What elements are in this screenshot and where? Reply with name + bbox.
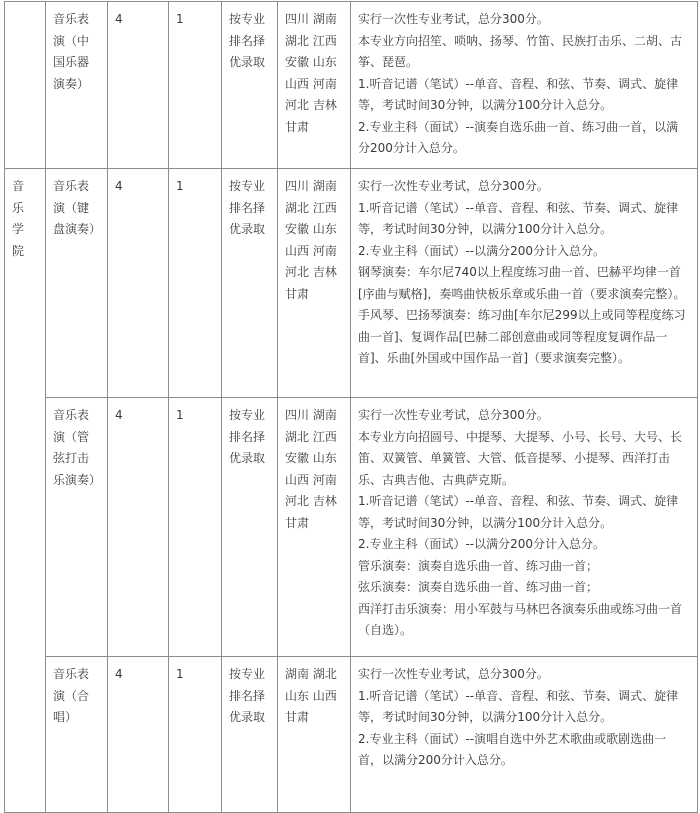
provinces-cell: 四川 湖南 湖北 江西 安徽 山东 山西 河南 河北 吉林 甘肃 — [278, 169, 351, 398]
requirement-line: 1.听音记谱（笔试）--单音、音程、和弦、节奏、调式、旋律等，考试时间30分钟，以满分100分计入总分。 — [358, 76, 679, 112]
table-row — [5, 398, 698, 657]
college-cell-empty — [5, 2, 46, 169]
admission-method-cell: 按专业排名择优录取 — [222, 657, 278, 813]
college-char: 乐 — [12, 200, 25, 215]
requirement-line: 西洋打击乐演奏：用小军鼓与马林巴各演奏乐曲或练习曲一首（自选）。 — [358, 601, 683, 637]
requirement-line: 实行一次性专业考试，总分300分。 — [358, 667, 549, 681]
years-cell: 4 — [108, 2, 169, 169]
requirement-line: 1.听音记谱（笔试）--单音、音程、和弦、节奏、调式、旋律等，考试时间30分钟，以满分100分计入总分。 — [358, 200, 679, 236]
requirement-line: 2.专业主科（面试）--以满分200分计入总分。 — [358, 243, 606, 258]
requirements-cell — [351, 2, 698, 169]
provinces-cell: 四川 湖南 湖北 江西 安徽 山东 山西 河南 河北 吉林 甘肃 — [278, 398, 351, 657]
requirement-line: 实行一次性专业考试，总分300分。 — [358, 12, 549, 26]
admission-method-cell: 按专业排名择优录取 — [222, 169, 278, 398]
requirements-cell — [351, 169, 698, 398]
requirement-line: 本专业方向招笙、唢呐、扬琴、竹笛、民族打击乐、二胡、古筝、琵琶。 — [358, 33, 683, 69]
requirement-line: 本专业方向招圆号、中提琴、大提琴、小号、长号、大号、长笛、双簧管、单簧管、大管、低音提琴、小提琴、西洋打击乐、古典吉他、古典萨克斯。 — [358, 429, 683, 487]
admissions-table — [4, 1, 698, 813]
requirement-line: 钢琴演奏：车尔尼740以上程度练习曲一首、巴赫平均律一首[序曲与赋格]，奏鸣曲快板乐章或乐曲一首（要求演奏完整）。 — [358, 265, 686, 301]
major-cell: 音乐表演（管弦打击乐演奏） — [46, 398, 108, 657]
college-cell — [5, 169, 46, 813]
plan-cell: 1 — [169, 2, 222, 169]
requirement-line: 2.专业主科（面试）--以满分200分计入总分。 — [358, 537, 606, 551]
provinces-cell: 湖南 湖北 山东 山西 甘肃 — [278, 657, 351, 813]
requirement-line: 2.专业主科（面试）--演奏自选乐曲一首、练习曲一首，以满分200分计入总分。 — [358, 119, 679, 155]
major-cell: 音乐表演（合唱） — [46, 657, 108, 813]
college-char: 音 — [12, 179, 25, 193]
college-char: 院 — [12, 243, 25, 258]
requirement-line: 管乐演奏：演奏自选乐曲一首、练习曲一首； — [358, 558, 599, 573]
requirement-line: 实行一次性专业考试，总分300分。 — [358, 179, 549, 193]
admission-method-cell: 按专业排名择优录取 — [222, 398, 278, 657]
table-row — [5, 657, 698, 813]
plan-cell: 1 — [169, 657, 222, 813]
plan-cell: 1 — [169, 398, 222, 657]
plan-cell: 1 — [169, 169, 222, 398]
requirement-line: 实行一次性专业考试，总分300分。 — [358, 408, 549, 422]
major-cell: 音乐表演（键盘演奏） — [46, 169, 108, 398]
years-cell: 4 — [108, 657, 169, 813]
requirement-line: 弦乐演奏：演奏自选乐曲一首、练习曲一首； — [358, 580, 599, 594]
requirement-line: 1.听音记谱（笔试）--单音、音程、和弦、节奏、调式、旋律等，考试时间30分钟，以满分100分计入总分。 — [358, 688, 679, 724]
years-cell: 4 — [108, 169, 169, 398]
requirement-line: 手风琴、巴扬琴演奏：练习曲[车尔尼299以上或同等程度练习曲一首]、复调作品[巴赫二部创意曲或同等程度复调作品一首]、乐曲[外国或中国作品一首]（要求演奏完整）。 — [358, 308, 686, 365]
requirements-cell — [351, 398, 698, 657]
admission-method-cell: 按专业排名择优录取 — [222, 2, 278, 169]
requirement-line: 1.听音记谱（笔试）--单音、音程、和弦、节奏、调式、旋律等，考试时间30分钟，以满分100分计入总分。 — [358, 494, 679, 530]
requirements-cell — [351, 657, 698, 813]
college-char: 学 — [12, 222, 25, 236]
major-cell: 音乐表演（中国乐器演奏） — [46, 2, 108, 169]
provinces-cell: 四川 湖南 湖北 江西 安徽 山东 山西 河南 河北 吉林 甘肃 — [278, 2, 351, 169]
table-row — [5, 169, 698, 398]
requirement-line: 2.专业主科（面试）--演唱自选中外艺术歌曲或歌剧选曲一首，以满分200分计入总分。 — [358, 731, 667, 767]
table-row — [5, 2, 698, 169]
years-cell: 4 — [108, 398, 169, 657]
